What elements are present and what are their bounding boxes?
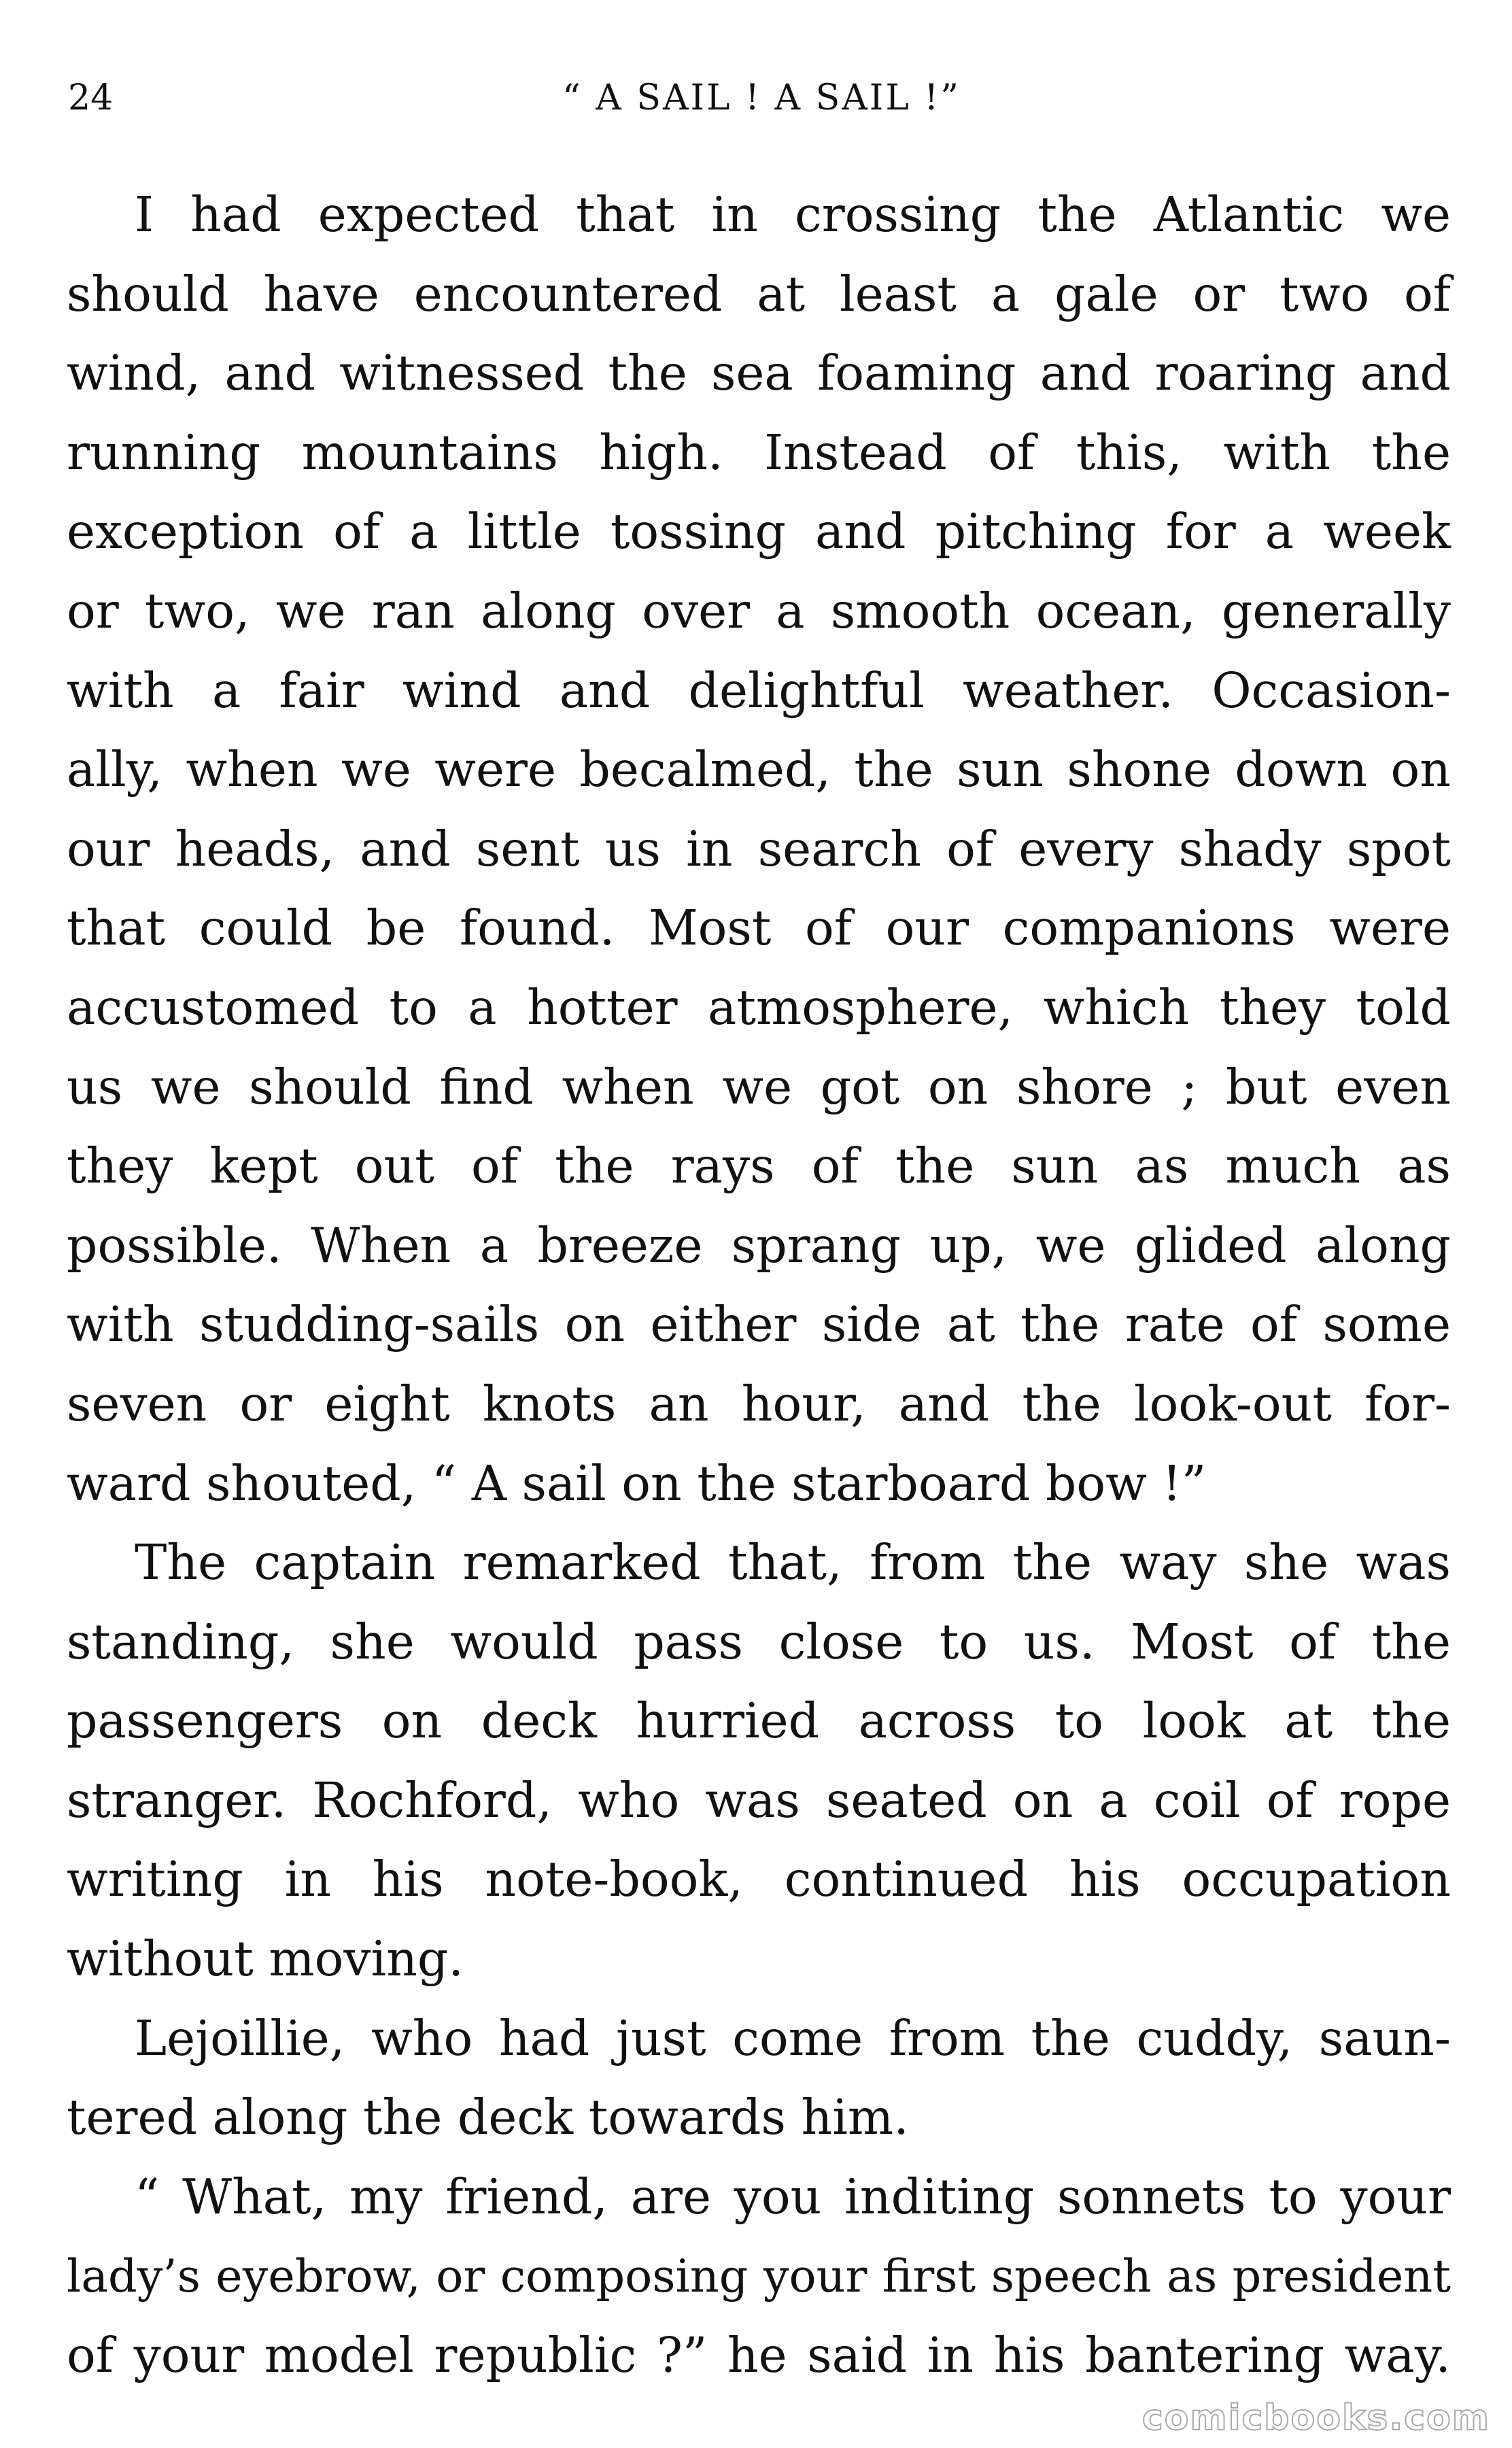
watermark-logo: comicbooks.com	[1141, 2398, 1490, 2438]
text-line: lady’s eyebrow, or composing your first speech as president	[67, 2249, 1451, 2303]
text-line: Lejoillie, who had just come from the cuddy, saun-	[135, 2009, 1451, 2067]
text-line: should have encountered at least a gale or two of	[67, 265, 1451, 322]
text-line: with a fair wind and delightful weather. Occasion-	[67, 662, 1451, 719]
text-line: or two, we ran along over a smooth ocean, generally	[67, 582, 1451, 639]
text-line: running mountains high. Instead of this, with the	[67, 424, 1451, 481]
paragraph-3	[67, 1999, 1451, 2158]
text-line: our heads, and sent us in search of every shady spot	[67, 820, 1451, 877]
text-line: stranger. Rochford, who was seated on a coil of rope	[67, 1771, 1451, 1829]
text-line: The captain remarked that, from the way she was	[135, 1534, 1451, 1591]
text-line: writing in his note-book, continued his occupation	[67, 1851, 1451, 1908]
text-line: “ What, my friend, are you inditing sonnets to your	[135, 2168, 1451, 2225]
text-line: standing, she would pass close to us. Most of the	[67, 1613, 1451, 1670]
text-line: possible. When a breeze sprang up, we glided along	[67, 1217, 1451, 1274]
text-line: seven or eight knots an hour, and the look-out for-	[67, 1375, 1451, 1432]
body-text	[67, 175, 1451, 2396]
text-line: tered along the deck towards him.	[67, 2089, 909, 2146]
text-line: I had expected that in crossing the Atlantic we	[135, 186, 1451, 243]
page-header	[68, 71, 1455, 125]
text-line: with studding-sails on either side at the rate of some	[67, 1296, 1451, 1353]
text-line: without moving.	[67, 1931, 464, 1988]
text-line: exception of a little tossing and pitching for a week	[67, 503, 1451, 560]
page-number: 24	[68, 78, 114, 118]
text-line: they kept out of the rays of the sun as much as	[67, 1138, 1451, 1195]
paragraph-1	[67, 175, 1451, 1523]
text-line: ally, when we were becalmed, the sun shone down on	[67, 741, 1451, 798]
text-line: that could be found. Most of our companions were	[67, 900, 1451, 957]
running-head: “ A SAIL ! A SAIL !”	[562, 78, 961, 118]
text-line: accustomed to a hotter atmosphere, which they told	[67, 979, 1451, 1036]
paragraph-2	[67, 1523, 1451, 1999]
text-line: wind, and witnessed the sea foaming and roaring and	[67, 345, 1451, 402]
text-line: of your model republic ?” he said in his bantering way.	[67, 2327, 1451, 2384]
paragraph-4	[67, 2158, 1451, 2396]
text-line: passengers on deck hurried across to look at the	[67, 1693, 1451, 1750]
text-line: us we should find when we got on shore ; but even	[67, 1058, 1451, 1115]
text-line: ward shouted, “ A sail on the starboard bow !”	[67, 1455, 1207, 1512]
